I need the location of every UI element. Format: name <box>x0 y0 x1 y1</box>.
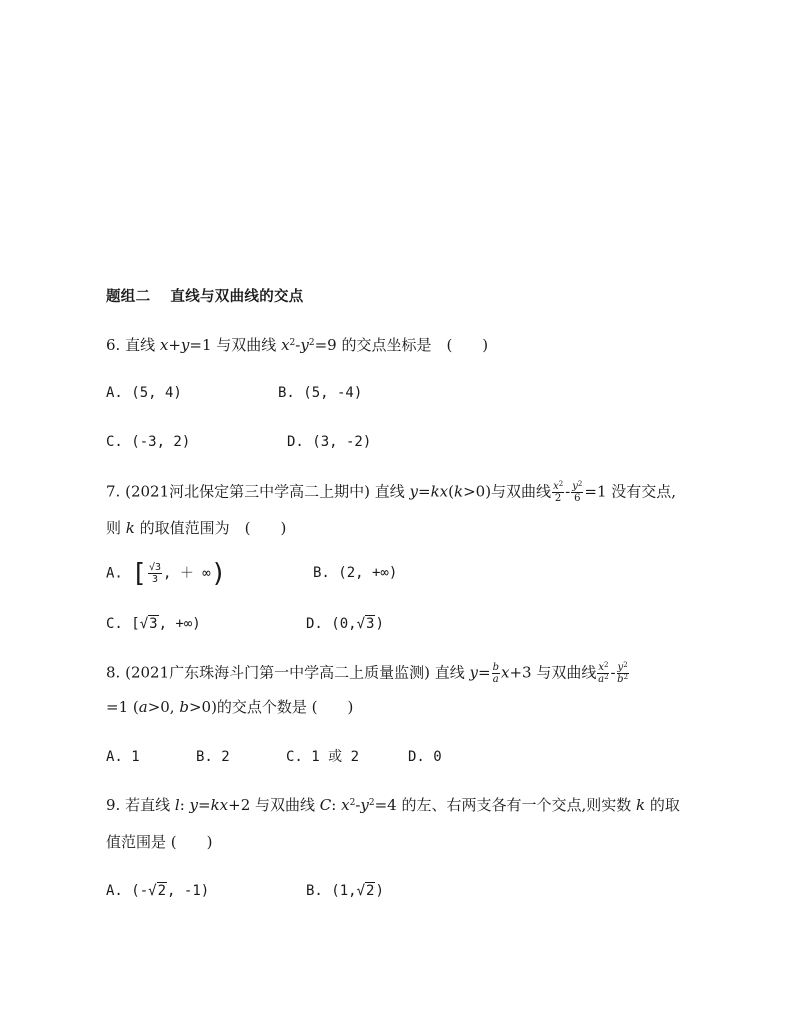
text: - <box>610 663 616 682</box>
var: x <box>598 662 604 673</box>
exponent: 2 <box>603 661 609 669</box>
sqrt: √3 <box>139 616 158 632</box>
text: : <box>331 796 342 814</box>
question-number: 8. <box>106 663 121 682</box>
question-8-stem <box>106 662 630 685</box>
denominator: a <box>492 674 499 685</box>
text: D. (0, <box>306 616 357 632</box>
numerator: √3 <box>148 562 161 573</box>
left-bracket: [ <box>131 558 147 589</box>
var: x <box>500 663 510 682</box>
var: y <box>617 662 624 673</box>
question-9-stem <box>106 795 680 815</box>
section-title: 直线与双曲线的交点 <box>170 289 304 305</box>
question-7-stem <box>106 481 676 504</box>
fraction-b-over-a <box>492 662 500 685</box>
text: (2021河北保定第三中学高二上期中) 直线 <box>125 482 410 501</box>
text: ) <box>375 883 384 899</box>
var: y <box>300 336 309 354</box>
text: =1 ( <box>106 698 139 716</box>
radicand: 2 <box>366 883 375 899</box>
q6-option-a[interactable]: A. (5, 4) <box>106 385 182 401</box>
var: kx <box>430 482 449 501</box>
text: - <box>565 482 571 501</box>
denominator: 2 <box>554 493 562 504</box>
exponent: 2 <box>577 480 583 488</box>
var: b <box>179 698 189 716</box>
sqrt: √2 <box>356 883 375 899</box>
var: x <box>281 336 290 354</box>
q8-option-a[interactable]: A. 1 <box>106 749 140 765</box>
var: y <box>409 482 418 501</box>
question-6-stem <box>106 335 488 355</box>
question-8-stem-line2 <box>106 697 353 717</box>
exponent: 2 <box>623 661 628 669</box>
sqrt: √2 <box>148 883 167 899</box>
var: x <box>341 796 350 814</box>
section-heading <box>106 287 304 307</box>
text: - <box>295 336 301 354</box>
exponent: 2 <box>289 338 296 348</box>
text: C. [ <box>106 616 140 632</box>
text: 若直线 <box>125 796 175 814</box>
question-7-stem-line2 <box>106 518 286 538</box>
text: +3 与双曲线 <box>509 663 597 682</box>
question-number: 9. <box>106 796 121 814</box>
text: >0, <box>147 698 180 716</box>
exponent: 2 <box>604 673 609 681</box>
denominator: 3 <box>151 574 158 585</box>
fraction-x2-over-2 <box>552 481 564 504</box>
text: 的取 <box>645 796 680 814</box>
var: k <box>125 519 135 537</box>
exponent: 2 <box>368 798 375 808</box>
var: y <box>189 796 198 814</box>
text: =9 的交点坐标是 ( ) <box>314 336 489 354</box>
fraction-y2-over-b2 <box>617 662 629 685</box>
question-number: 6. <box>106 336 121 354</box>
var: kx <box>210 796 229 814</box>
q9-option-b[interactable] <box>306 881 384 901</box>
text: =1 与双曲线 <box>189 336 282 354</box>
text: B. (1, <box>306 883 357 899</box>
q7-option-c[interactable] <box>106 614 201 634</box>
q7-option-d[interactable] <box>306 614 384 634</box>
text: 则 <box>106 519 126 537</box>
fraction-x2-over-a2 <box>597 662 609 685</box>
q6-option-b[interactable]: B. (5, -4) <box>278 385 363 401</box>
fraction-sqrt3-over-3 <box>148 562 162 585</box>
right-paren: ) <box>210 558 227 589</box>
text: ( <box>448 482 454 501</box>
text: (2021广东珠海斗门第一中学高二上质量监测) 直线 <box>125 663 470 682</box>
var: y <box>360 796 369 814</box>
numerator: b <box>492 662 499 673</box>
text: = <box>478 663 491 682</box>
text: =4 的左、右两支各有一个交点,则实数 <box>374 796 637 814</box>
q6-option-d[interactable]: D. (3, -2) <box>287 434 372 450</box>
radicand: 3 <box>149 616 158 632</box>
text: + <box>168 336 181 354</box>
text: >0)的交点个数是 ( ) <box>188 698 354 716</box>
text: +2 与双曲线 <box>228 796 320 814</box>
var: k <box>454 482 464 501</box>
text: , +∞) <box>158 616 201 632</box>
var: l <box>174 796 180 814</box>
exponent: 2 <box>349 798 356 808</box>
exponent: 2 <box>308 338 315 348</box>
text: , -1) <box>167 883 210 899</box>
var: a <box>598 674 605 685</box>
text: : <box>179 796 190 814</box>
var: y <box>469 663 478 682</box>
text: , ＋ ∞ <box>163 565 211 582</box>
radicand: 3 <box>366 616 375 632</box>
text: ) <box>375 616 384 632</box>
var: x <box>159 336 169 354</box>
text: - <box>355 796 361 814</box>
text: =1 没有交点, <box>584 482 677 501</box>
text: 的取值范围为 ( ) <box>134 519 287 537</box>
var: y <box>180 336 190 354</box>
q8-option-d[interactable]: D. 0 <box>408 749 442 765</box>
text: >0)与双曲线 <box>463 482 552 501</box>
q9-option-a[interactable] <box>106 881 209 901</box>
text: 直线 <box>125 336 160 354</box>
exponent: 2 <box>558 480 564 488</box>
sqrt: √3 <box>356 616 375 632</box>
var: k <box>636 796 646 814</box>
q6-option-c[interactable]: C. (-3, 2) <box>106 434 191 450</box>
option-label: A. <box>106 565 132 582</box>
section-label: 题组二 <box>106 289 151 305</box>
var: x <box>553 481 559 492</box>
var: C <box>319 796 332 814</box>
q7-option-a[interactable] <box>106 558 227 589</box>
text: = <box>198 796 211 814</box>
var: y <box>572 481 578 492</box>
var: a <box>138 698 148 716</box>
text: A. (- <box>106 883 149 899</box>
denominator: 6 <box>574 493 581 504</box>
text: = <box>418 482 431 501</box>
radicand: 2 <box>157 883 167 899</box>
fraction-y2-over-6 <box>571 481 583 504</box>
q8-option-b[interactable]: B. 2 <box>196 749 230 765</box>
var: b <box>617 674 624 685</box>
question-9-stem-line2: 值范围是 ( ) <box>106 833 213 851</box>
question-number: 7. <box>106 482 121 501</box>
q8-option-c[interactable]: C. 1 或 2 <box>286 749 360 765</box>
exponent: 2 <box>623 673 629 681</box>
q7-option-b[interactable]: B. (2, +∞) <box>313 565 398 581</box>
